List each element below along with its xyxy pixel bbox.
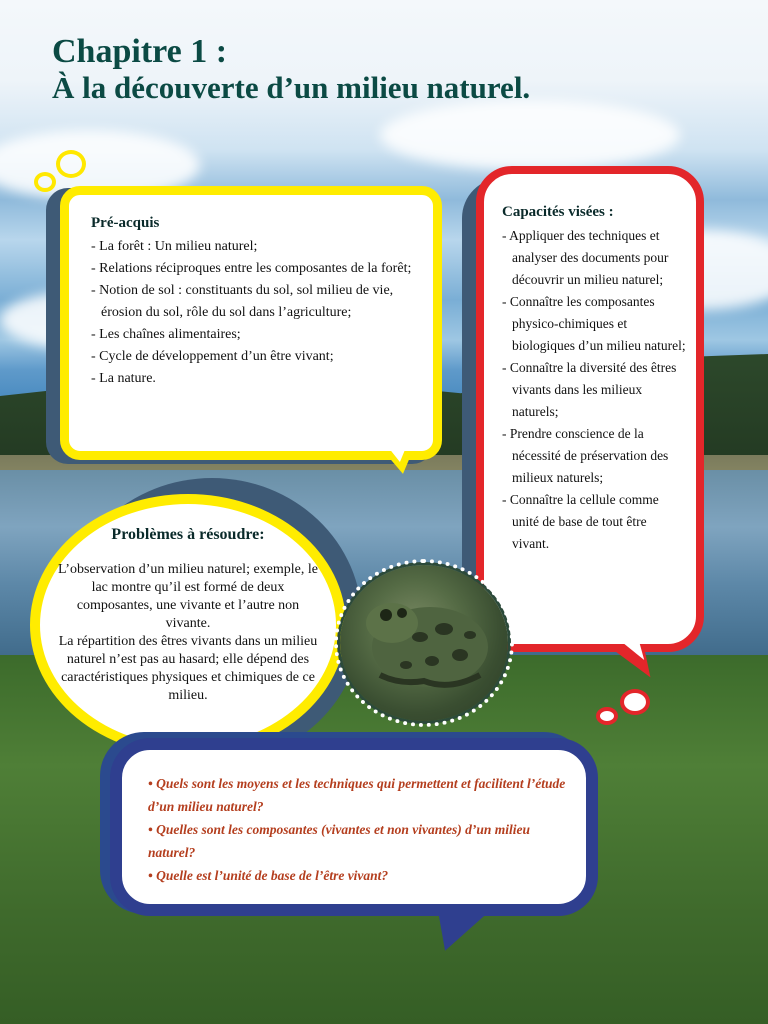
problemes-bubble [30,494,346,756]
thought-ring-large [56,150,86,178]
thought-dot-large [620,689,650,715]
capacites-bubble [476,166,704,652]
chapter-subtitle: À la découverte d’un milieu naturel. [52,70,531,105]
list-item: - Prendre conscience de la nécessité de préservation des milieux naturels; [502,423,686,489]
chapter-title [52,34,530,106]
list-item: - Connaître la diversité des êtres vivants dans les milieux naturels; [502,357,686,423]
pre-acquis-tail-inner [384,438,413,464]
list-item: - Appliquer des techniques et analyser des documents pour découvrir un milieu naturel; [502,225,686,291]
questions-bubble [110,738,598,916]
list-item: • Quels sont les moyens et les techniques qui permettent et facilitent l’étude d’un milieu naturel? [148,772,566,818]
pre-acquis-bubble [60,186,442,460]
frog-dotted-frame [334,559,514,727]
list-item: - Notion de sol : constituants du sol, sol milieu de vie, érosion du sol, rôle du sol dans l’agriculture; [91,280,415,324]
list-item: - Les chaînes alimentaires; [91,324,415,346]
list-item: - Connaître les composantes physico-chimiques et biologiques d’un milieu naturel; [502,291,686,357]
problemes-heading: Problèmes à résoudre: [111,526,265,543]
thought-dot-small [596,707,618,725]
list-item: - Cycle de développement d’un être vivant; [91,346,415,368]
list-item: - La nature. [91,368,415,390]
list-item: - Relations réciproques entre les composantes de la forêt; [91,258,415,280]
problemes-paragraph-1: L’observation d’un milieu naturel; exemple, le lac montre qu’il est formé de deux composantes, une vivante et l’autre non vivante. [58,562,318,631]
pre-acquis-list [91,236,415,390]
chapter-number: Chapitre 1 : [52,33,228,70]
pre-acquis-heading: Pré-acquis [91,215,160,231]
problemes-paragraph-2: La répartition des êtres vivants dans un milieu naturel n’est pas au hasard; elle dépend des caractéristiques physiques et chimiques de ce milieu. [58,634,318,703]
list-item: - La forêt : Un milieu naturel; [91,236,415,258]
questions-list [148,772,566,887]
capacites-heading: Capacités visées : [502,204,614,220]
list-item: - Connaître la cellule comme unité de base de tout être vivant. [502,489,686,555]
list-item: • Quelle est l’unité de base de l’être vivant? [148,864,566,887]
thought-ring-small [34,172,56,192]
list-item: • Quelles sont les composantes (vivantes et non vivantes) d’un milieu naturel? [148,818,566,864]
capacites-list [502,225,686,555]
